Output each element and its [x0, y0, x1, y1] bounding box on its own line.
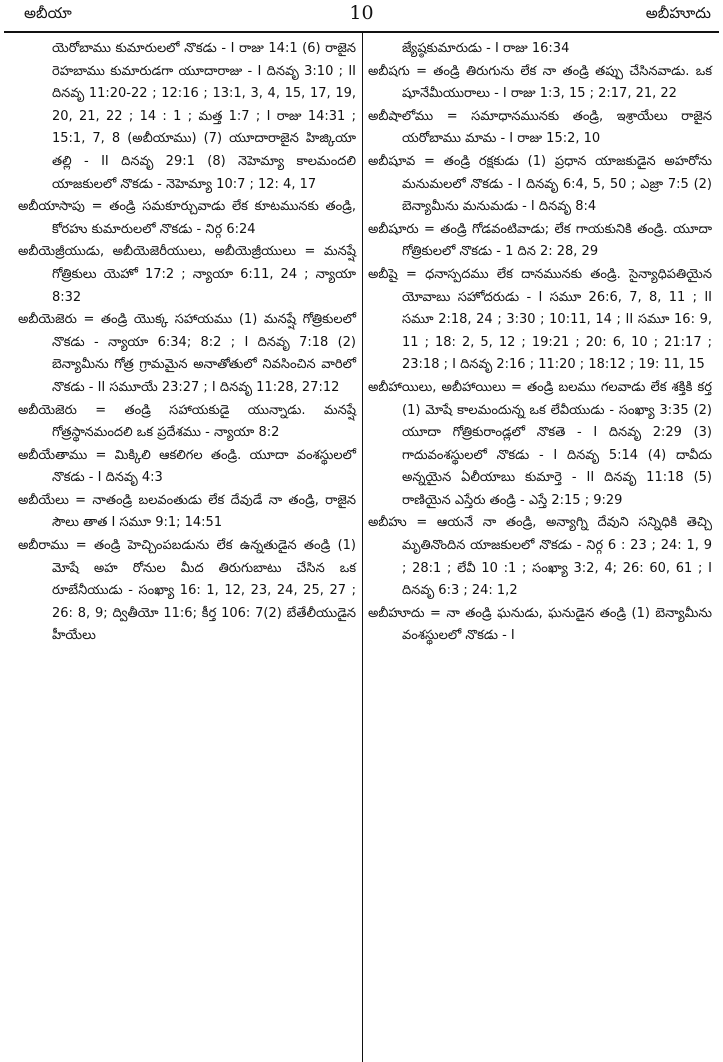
dictionary-entry: అబీషూవ = తండ్రి రక్షకుడు (1) ప్రధాన యాజకుడైన అహరోను మనుమలలో నొకడు - I దినవృ 6:4, 5, 50 ; ఎజ్రా 7:5 (2) బెన్యామీను మనుమడు - I దినవృ 8:4: [368, 153, 712, 215]
right-column: [368, 38, 712, 648]
dictionary-entry: అబీరాము = తండ్రి హెచ్చింపబడును లేక ఉన్నతుడైన తండ్రి (1) మోషే అహ రోనుల మీద తిరుగుబాటు చేసిన ఒక రూబేనీయుడు - సంఖ్యా 16: 1, 12, 23, 24, 25, 27 ; 26: 8, 9; ద్వితీయో 11:6; కీర్త 106: 7(2) బేతేలీయుడైన హీయేలు: [18, 538, 356, 644]
dictionary-entry: అబీయేలు = నాతండ్రి బలవంతుడు లేక దేవుడే నా తండ్రి, రాజైన సౌలు తాత I సమూ 9:1; 14:51: [18, 492, 356, 531]
page-number: 10: [349, 2, 374, 24]
dictionary-entry: అబీషై = ధనాస్పదము లేక దానమునకు తండ్రి. సైన్యాధిపతియైన యోవాబు సహోదరుడు - I సమూ 26:6, 7, 8, 11 ; II సమూ 2:18, 24 ; 3:30 ; 10:11, 14 ; II సమూ 16: 9, 11 ; 18: 2, 5, 12 ; 19:21 ; 20: 6, 10 ; 21:17 ; 23:18 ; I దినవృ 2:16 ; 11:20 ; 18:12 ; 19: 11, 15: [368, 266, 712, 373]
dictionary-entry: అబీయేతాము = మిక్కిలి ఆకలిగల తండ్రి. యూదా వంశస్థులలో నొకడు - I దినవృ 4:3: [18, 447, 356, 486]
column-divider: [362, 33, 363, 1062]
dictionary-entry: అబీహాయిలు, అబీహాయిలు = తండ్రి బలము గలవాడు లేక శక్తికి కర్త (1) మోషే కాలమందున్న ఒక లేవీయుడు - సంఖ్యా 3:35 (2) యూదా గోత్రికురాండ్లలో నొకతె - I దినవృ 2:29 (3) గాదువంశస్థులలో నొకడు - I దినవృ 5:14 (4) దావీదు అన్నయైన ఏలీయాబు కుమార్తె - II దినవృ 11:18 (5) రాణియైన ఎస్తేరు తండ్రి - ఎస్తే 2:15 ; 9:29: [368, 379, 712, 508]
dictionary-entry: అబీషగు = తండ్రి తిరుగును లేక నా తండ్రి తప్పు చేసినవాడు. ఒక షూనేమీయురాలు - I రాజు 1:3, 15 ; 2:17, 21, 22: [368, 63, 712, 102]
header-left-guide-word: అబీయా: [24, 4, 72, 22]
dictionary-entry: అబీయెజెరు = తండ్రి యొక్క సహాయము (1) మనష్షే గోత్రికులలో నొకడు - న్యాయా 6:34; 8:2 ; I దినవృ 7:18 (2) బెన్యామీను గోత్ర గ్రామమైన అనాతోతులో నివసించిన వారిలో నొకడు - II సమూయే 23:27 ; I దినవృ 11:28, 27:12: [18, 312, 356, 395]
dictionary-entry: జ్యేష్ఠకుమారుడు - I రాజు 16:34: [402, 41, 570, 56]
page-header: [0, 0, 723, 32]
header-right-guide-word: అబీహూదు: [645, 4, 711, 22]
dictionary-entry: అబీషాలోము = సమాధానమునకు తండ్రి, ఇశ్రాయేలు రాజైన యరోబాము మామ - I రాజు 15:2, 10: [368, 108, 712, 147]
dictionary-entry: అబీహు = ఆయనే నా తండ్రి, అన్యాగ్ని దేవుని సన్నిధికి తెచ్చి మృతినొందిన యాజకులలో నొకడు - నిర్గ 6 : 23 ; 24: 1, 9 ; 28:1 ; లేవీ 10 :1 ; సంఖ్యా 3:2, 4; 26: 60, 61 ; I దినవృ 6:3 ; 24: 1,2: [368, 515, 712, 599]
dictionary-entry: అబీయెజెరు = తండ్రి సహాయకుడై యున్నాడు. మనష్షే గోత్రస్థానమందలి ఒక ప్రదేశము - న్యాయా 8:2: [18, 402, 356, 441]
dictionary-entry: అబీయాసాపు = తండ్రి సమకూర్చువాడు లేక కూటమునకు తండ్రి, కోరహు కుమారులలో నొకడు - నిర్గ 6:24: [18, 199, 356, 237]
left-column: [18, 38, 356, 648]
dictionary-entry: అబీహూదు = నా తండ్రి ఘనుడు, ఘనుడైన తండ్రి (1) బెన్యామీను వంశస్థులలో నొకడు - I: [368, 605, 712, 644]
dictionary-entry: అబీషూరు = తండ్రి గోడవంటివాడు; లేక గాయకునికి తండ్రి. యూదా గోత్రికులలో నొకడు - 1 దిన 2: 28, 29: [368, 221, 712, 260]
dictionary-entry: యెరోబాము కుమారులలో నొకడు - I రాజు 14:1 (6) రాజైన రెహబాము కుమారుడగా యూదారాజు - I దినవృ 3:10 ; II దినవృ 11:20-22 ; 12:16 ; 13:1, 3, 4, 15, 17, 19, 20, 21, 22 ; 14 : 1 ; మత్త 1:7 ; I రాజు 14:31 ; 15:1, 7, 8 (అబీయాము) (7) యూదారాజైన హిజ్కియా తల్లి - II దినవృ 29:1 (8) నెహెమ్యా కాలమందలి యాజకులలో నొకడు - నెహెమ్యా 10:7 ; 12: 4, 17: [52, 41, 356, 192]
dictionary-entry: అబీయెజ్రీయుడు, అబీయెజెరీయులు, అబీయెజ్రీయులు = మనష్షే గోత్రికులు యెహో 17:2 ; న్యాయా 6:11, 24 ; న్యాయా 8:32: [18, 244, 356, 305]
